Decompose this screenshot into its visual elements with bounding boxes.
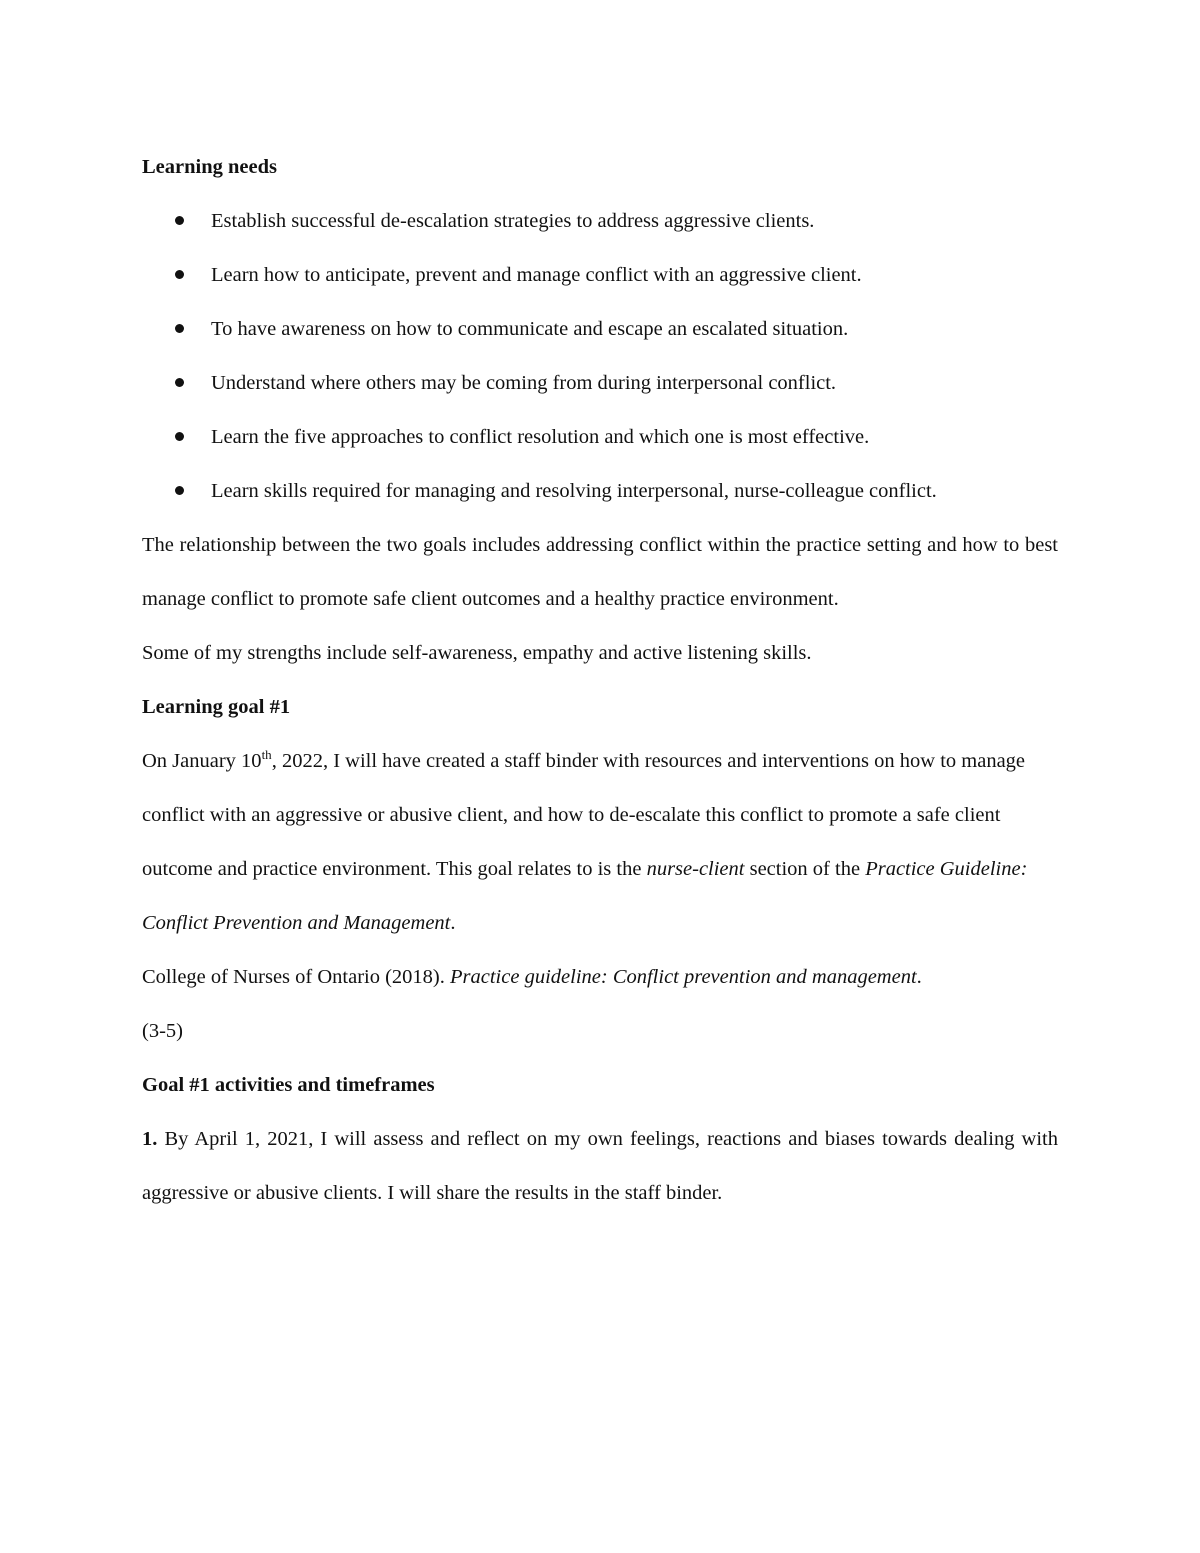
list-item-text: Establish successful de-escalation strategies to address aggressive clients.: [211, 210, 815, 232]
list-item: [142, 410, 1058, 464]
learning-needs-heading: Learning needs: [142, 156, 277, 178]
learning-goal-paragraph: [142, 734, 1058, 950]
strengths-paragraph: Some of my strengths include self-awareness, empathy and active listening skills.: [142, 642, 812, 664]
list-item-text: Understand where others may be coming from during interpersonal conflict.: [211, 372, 837, 394]
goal-date-superscript: th: [261, 747, 272, 762]
bullet-icon: [175, 270, 184, 279]
list-item-text: Learn how to anticipate, prevent and manage conflict with an aggressive client.: [211, 264, 862, 286]
learning-needs-list: [142, 194, 1058, 518]
list-item-text: Learn skills required for managing and resolving interpersonal, nurse-colleague conflict.: [211, 480, 937, 502]
relationship-paragraph: The relationship between the two goals includes addressing conflict within the practice setting and how to best manage conflict to promote safe client outcomes and a healthy practice environment.: [142, 534, 1058, 610]
goal-text-part3: section of the: [744, 858, 866, 880]
guideline-title: Practice Guideline: Conflict Prevention and Management: [142, 858, 1028, 934]
bullet-icon: [175, 378, 184, 387]
goal-text-part4: .: [450, 912, 456, 934]
reference-citation: [142, 950, 1058, 1004]
bullet-icon: [175, 432, 184, 441]
list-item-text: To have awareness on how to communicate and escape an escalated situation.: [211, 318, 849, 340]
bullet-icon: [175, 324, 184, 333]
list-item: [142, 464, 1058, 518]
goal-text-part2: , 2022, I will have created a staff binder with resources and interventions on how to manage conflict with an aggressive or abusive client, and how to de-escalate this conflict to promote a safe client outcome and practice environment. This goal relates to is the: [142, 750, 1026, 880]
activity-item: [142, 1112, 1058, 1220]
goal-italic-term: nurse-client: [646, 858, 745, 880]
list-item: [142, 302, 1058, 356]
list-item: [142, 356, 1058, 410]
list-item: [142, 248, 1058, 302]
list-item: [142, 194, 1058, 248]
bullet-icon: [175, 216, 184, 225]
activity-text: By April 1, 2021, I will assess and reflect on my own feelings, reactions and biases towards dealing with aggressive or abusive clients. I will share the results in the staff binder.: [142, 1128, 1058, 1204]
list-item-text: Learn the five approaches to conflict resolution and which one is most effective.: [211, 426, 870, 448]
reference-title: Practice guideline: Conflict prevention and management: [450, 966, 917, 988]
bullet-icon: [175, 486, 184, 495]
reference-end: .: [916, 966, 922, 988]
reference-author-year: College of Nurses of Ontario (2018).: [142, 966, 451, 988]
activities-heading: Goal #1 activities and timeframes: [142, 1074, 435, 1096]
document-content: [142, 140, 1058, 1220]
reference-pages: (3-5): [142, 1020, 183, 1042]
activity-number: 1.: [142, 1128, 158, 1150]
goal-text-part1: On January 10: [142, 750, 262, 772]
learning-goal-heading: Learning goal #1: [142, 696, 291, 718]
